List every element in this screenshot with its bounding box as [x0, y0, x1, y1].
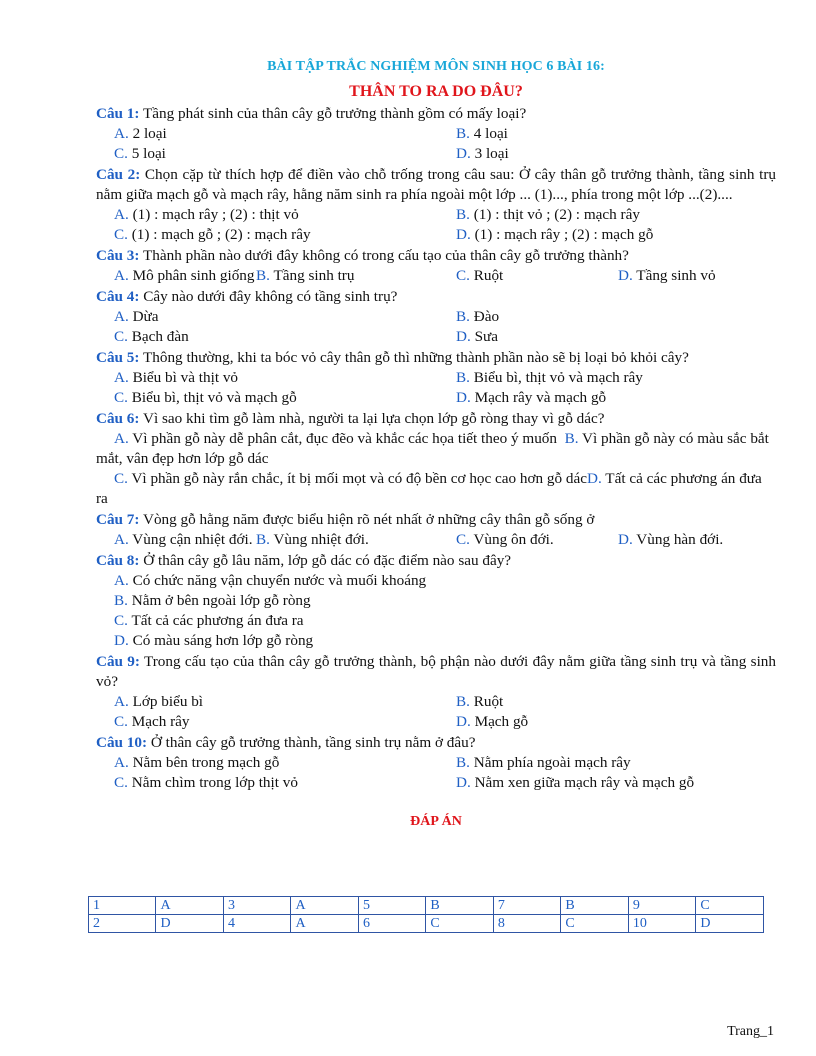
option-row [96, 368, 776, 388]
question-2 [96, 165, 776, 205]
answer-key-title: ĐÁP ÁN [410, 814, 462, 829]
document-page [96, 58, 776, 831]
option-d: Tất cả các phương án đưa ra [96, 470, 762, 507]
question-text: Thành phần nào dưới đây không có trong cấu tạo của thân cây gỗ trưởng thành? [143, 247, 629, 264]
question-1 [96, 104, 776, 124]
option-row [96, 773, 776, 793]
table-cell: 3 [223, 897, 290, 915]
question-6 [96, 409, 776, 429]
option-row [96, 225, 776, 245]
option-row [96, 692, 776, 712]
table-cell: 6 [358, 915, 425, 933]
question-3 [96, 246, 776, 266]
option-c: C. Vùng ôn đới. [456, 531, 554, 548]
question-label: Câu 8: [96, 552, 140, 569]
question-8 [96, 551, 776, 571]
option-row [96, 712, 776, 732]
question-label: Câu 2: [96, 166, 141, 183]
option-row [96, 124, 776, 144]
table-cell: 9 [628, 897, 696, 915]
option-c-letter: C. [114, 470, 128, 487]
question-label: Câu 4: [96, 288, 140, 305]
option-a: A. 2 loại [114, 125, 167, 142]
table-cell: 5 [358, 897, 425, 915]
option-d: D. 3 loại [456, 145, 509, 162]
table-cell: B [426, 897, 494, 915]
option-b: Vì phần gỗ này có màu sắc bắt mắt, vân đẹp hơn lớp gỗ dác [96, 430, 769, 467]
option-row [96, 266, 776, 286]
option-row [96, 753, 776, 773]
question-9 [96, 652, 776, 692]
table-cell: B [561, 897, 629, 915]
question-label: Câu 10: [96, 734, 148, 751]
option-c: C. Nằm chìm trong lớp thịt vỏ [114, 774, 298, 791]
table-cell: 2 [89, 915, 156, 933]
question-4 [96, 287, 776, 307]
option-row [96, 530, 776, 550]
question-label: Câu 5: [96, 349, 140, 366]
option-d: D. Vùng hàn đới. [618, 531, 724, 548]
option-b: B. Nằm ở bên ngoài lớp gỗ ròng [114, 592, 311, 609]
option-a: A. Biểu bì và thịt vỏ [114, 369, 239, 386]
option-a: A. Nằm bên trong mạch gỗ [114, 754, 280, 771]
option-c: C. Tất cả các phương án đưa ra [114, 612, 304, 629]
option-b: B. Vùng nhiệt đới. [256, 531, 369, 548]
table-cell: D [156, 915, 224, 933]
table-cell: A [291, 897, 359, 915]
question-10 [96, 733, 776, 753]
lesson-title: THÂN TO RA DO ĐÂU? [349, 83, 523, 100]
option-b: B. Biểu bì, thịt vỏ và mạch rây [456, 369, 643, 386]
table-cell: D [696, 915, 764, 933]
option-c: C. Ruột [456, 267, 504, 284]
table-cell: A [156, 897, 224, 915]
answer-key-table [88, 896, 764, 933]
option-d: D. Nằm xen giữa mạch rây và mạch gỗ [456, 774, 695, 791]
table-cell: A [291, 915, 359, 933]
option-a: Vì phần gỗ này dễ phân cắt, đục đẽo và khắc các họa tiết theo ý muốn [132, 430, 557, 447]
option-row [96, 144, 776, 164]
question-label: Câu 3: [96, 247, 140, 264]
option-c: C. Mạch rây [114, 713, 190, 730]
option-a-b-line [96, 429, 776, 469]
option-a: A. (1) : mạch rây ; (2) : thịt vỏ [114, 206, 299, 223]
option-a: A. Vùng cận nhiệt đới. [114, 531, 253, 548]
option-b: B. Ruột [456, 693, 504, 710]
question-label: Câu 9: [96, 653, 140, 670]
option-d: D. Mạch rây và mạch gỗ [456, 389, 607, 406]
option-row [96, 388, 776, 408]
question-text: Vì sao khi tìm gỗ làm nhà, người ta lại lựa chọn lớp gỗ ròng thay vì gỗ dác? [143, 410, 605, 427]
option-d-letter: D. [587, 470, 602, 487]
table-cell: 1 [89, 897, 156, 915]
option-c-d-line [96, 469, 776, 509]
option-a: A. Dừa [114, 308, 159, 325]
option-row [96, 307, 776, 327]
question-text: Cây nào dưới đây không có tầng sinh trụ? [143, 288, 398, 305]
question-text: Ở thân cây gỗ trưởng thành, tầng sinh trụ nằm ở đâu? [150, 734, 476, 751]
option-a-letter: A. [114, 430, 129, 447]
question-text: Thông thường, khi ta bóc vỏ cây thân gỗ thì những thành phần nào sẽ bị loại bỏ khỏi cây? [143, 349, 689, 366]
option-d: D. Mạch gỗ [456, 713, 529, 730]
question-text: Trong cấu tạo của thân cây gỗ trưởng thành, bộ phận nào dưới đây nằm giữa tầng sinh trụ và tầng sinh vỏ? [96, 653, 776, 690]
table-row [89, 915, 764, 933]
option-c: C. 5 loại [114, 145, 166, 162]
option-b: B. Nằm phía ngoài mạch rây [456, 754, 631, 771]
option-b: B. 4 loại [456, 125, 508, 142]
question-5 [96, 348, 776, 368]
table-cell: C [426, 915, 494, 933]
option-d: D. Sưa [456, 328, 498, 345]
option-c: C. (1) : mạch gỗ ; (2) : mạch rây [114, 226, 311, 243]
option-b-letter: B. [564, 430, 579, 447]
table-cell: 7 [493, 897, 560, 915]
option-b: B. Tầng sinh trụ [256, 267, 355, 284]
question-text: Chọn cặp từ thích hợp để điền vào chỗ trống trong câu sau: Ở cây thân gỗ trưởng thành, tầng sinh trụ nằm giữa mạch gỗ và mạch rây, hằng năm sinh ra phía ngoài một lớp ... (1)..., phía trong một lớp ...(2).... [96, 166, 776, 203]
question-label: Câu 7: [96, 511, 140, 528]
question-label: Câu 6: [96, 410, 140, 427]
question-text: Ở thân cây gỗ lâu năm, lớp gỗ dác có đặc điểm nào sau đây? [143, 552, 512, 569]
option-b: B. Đào [456, 308, 500, 325]
question-7 [96, 510, 776, 530]
option-row [96, 205, 776, 225]
option-d: D. Có màu sáng hơn lớp gỗ ròng [114, 632, 314, 649]
option-a: A. Có chức năng vận chuyển nước và muối khoáng [114, 572, 427, 589]
question-label: Câu 1: [96, 105, 140, 122]
table-cell: 10 [628, 915, 696, 933]
option-d: D. Tầng sinh vỏ [618, 267, 716, 284]
page-footer: Trang_1 [727, 1024, 774, 1039]
worksheet-title: BÀI TẬP TRẮC NGHIỆM MÔN SINH HỌC 6 BÀI 16: [267, 59, 605, 74]
option-a: A. Mô phân sinh giống [114, 267, 255, 284]
option-b: B. (1) : thịt vỏ ; (2) : mạch rây [456, 206, 640, 223]
question-text: Tầng phát sinh của thân cây gỗ trưởng thành gồm có mấy loại? [143, 105, 527, 122]
option-c: Vì phần gỗ này rắn chắc, ít bị mối mọt và có độ bền cơ học cao hơn gỗ dác [131, 470, 587, 487]
table-row [89, 897, 764, 915]
option-c: C. Biểu bì, thịt vỏ và mạch gỗ [114, 389, 297, 406]
option-row [96, 327, 776, 347]
table-cell: C [696, 897, 764, 915]
option-a: A. Lớp biểu bì [114, 693, 204, 710]
question-text: Vòng gỗ hằng năm được biểu hiện rõ nét nhất ở những cây thân gỗ sống ở [143, 511, 595, 528]
table-cell: C [561, 915, 629, 933]
option-d: D. (1) : mạch rây ; (2) : mạch gỗ [456, 226, 654, 243]
table-cell: 8 [493, 915, 560, 933]
option-c: C. Bạch đàn [114, 328, 189, 345]
table-cell: 4 [223, 915, 290, 933]
